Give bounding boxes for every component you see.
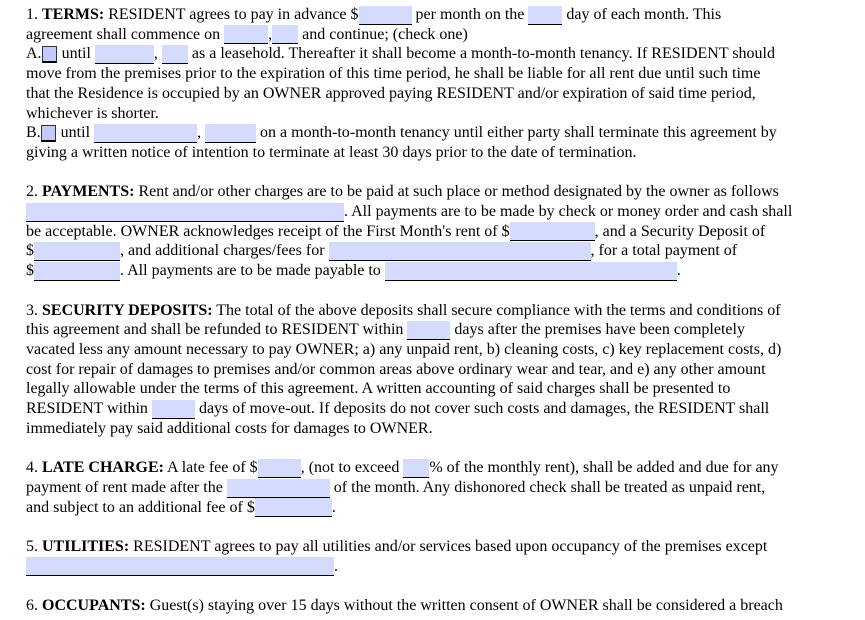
late-line-1 xyxy=(26,458,779,478)
utilities-except-field[interactable] xyxy=(26,557,334,576)
terms-line-7 xyxy=(26,123,777,143)
text: until xyxy=(56,124,95,142)
section-heading-terms: TERMS: xyxy=(42,6,105,23)
section-heading-payments: PAYMENTS: xyxy=(42,183,135,201)
security-line-6 xyxy=(26,399,769,419)
payments-line-1 xyxy=(26,182,779,202)
text: days of move-out. If deposits do not cover such costs and damages, the RESIDENT shall xyxy=(194,400,770,417)
terms-line-8: giving a written notice of intention to terminate at least 30 days prior to the date of termination. xyxy=(26,143,637,161)
option-b-checkbox[interactable] xyxy=(41,125,56,142)
section-heading-security-deposits: SECURITY DEPOSITS: xyxy=(42,301,213,319)
text: per month on the xyxy=(411,6,529,23)
utilities-line-1 xyxy=(26,537,767,557)
text: , for a total payment of xyxy=(590,242,738,260)
accounting-days-field[interactable] xyxy=(152,400,195,419)
section-heading-occupants: OCCUPANTS: xyxy=(42,597,146,615)
security-line-1 xyxy=(26,301,781,321)
text: , and a Security Deposit of xyxy=(594,222,766,240)
dishonored-fee-field[interactable] xyxy=(255,498,332,517)
text: day of each month. This xyxy=(562,6,722,23)
text: . xyxy=(331,498,336,516)
terms-line-5: that the Residence is occupied by an OWNER approved paying RESIDENT and/or expiration of said time period, xyxy=(26,84,756,102)
payments-line-3 xyxy=(26,222,765,242)
mtm-until-date-field[interactable] xyxy=(94,124,197,143)
section-heading-late-charge: LATE CHARGE: xyxy=(42,459,164,477)
section-number: 6. xyxy=(26,597,38,615)
first-month-rent-field[interactable] xyxy=(510,222,595,241)
option-b-label: B. xyxy=(26,124,41,142)
terms-line-2 xyxy=(26,25,468,45)
text: days after the premises have been completely xyxy=(450,321,745,339)
terms-line-1 xyxy=(26,5,721,25)
terms-line-3 xyxy=(26,44,775,64)
text: % of the monthly rent), shall be added and due for any xyxy=(429,459,779,477)
text: , xyxy=(153,45,158,63)
text: $ xyxy=(26,242,34,260)
late-line-2 xyxy=(26,478,765,498)
late-fee-field[interactable] xyxy=(258,459,301,478)
text: of the month. Any dishonored check shall be treated as unpaid rent, xyxy=(329,478,766,496)
section-heading-utilities: UTILITIES: xyxy=(42,538,130,555)
section-number: 2. xyxy=(26,183,38,201)
option-a-checkbox[interactable] xyxy=(42,46,57,63)
text: . xyxy=(334,557,338,575)
lease-until-date-field[interactable] xyxy=(95,45,154,64)
text: The total of the above deposits shall secure compliance with the terms and conditions of xyxy=(212,301,781,319)
occupants-line-1 xyxy=(26,596,783,616)
section-number: 1. xyxy=(26,6,38,23)
text: . All payments are to be made payable to xyxy=(120,262,385,280)
text: , (not to exceed xyxy=(300,459,404,477)
late-line-3 xyxy=(26,498,336,518)
total-payment-field[interactable] xyxy=(34,262,120,281)
text: $ xyxy=(26,262,34,280)
text: on a month-to-month tenancy until either party shall terminate this agreement by xyxy=(256,124,777,142)
rent-day-field[interactable] xyxy=(528,6,562,25)
payable-to-field[interactable] xyxy=(385,262,677,281)
late-after-field[interactable] xyxy=(227,479,330,498)
late-fee-max-pct-field[interactable] xyxy=(403,459,429,478)
utilities-line-2 xyxy=(26,557,338,577)
security-line-2 xyxy=(26,320,745,340)
text: until xyxy=(57,45,95,63)
payments-line-5 xyxy=(26,261,681,281)
text: , xyxy=(197,124,202,142)
security-line-7: immediately pay said additional costs for damages to OWNER. xyxy=(26,419,433,437)
commence-year-field[interactable] xyxy=(272,25,298,44)
security-line-4: cost for repair of damages to premises and/or common areas above ordinary wear and tear, and e) any other amount xyxy=(26,360,766,378)
text: A late fee of $ xyxy=(163,459,258,477)
security-line-5: legally allowable under the terms of this agreement. A written accounting of said charges shall be presented to xyxy=(26,380,731,398)
payments-line-2 xyxy=(26,202,792,222)
rent-amount-field[interactable] xyxy=(359,6,412,25)
text: RESIDENT within xyxy=(26,400,152,417)
text: , and additional charges/fees for xyxy=(120,242,329,260)
section-number: 3. xyxy=(26,301,38,319)
text: . xyxy=(676,262,681,280)
text: be acceptable. OWNER acknowledges receipt of the First Month's rent of $ xyxy=(26,222,510,240)
section-number: 5. xyxy=(26,538,38,555)
payment-method-field[interactable] xyxy=(26,203,344,222)
terms-line-4: move from the premises prior to the expiration of this time period, he shall be liable for all rent due until such time xyxy=(26,65,761,83)
text: agreement shall commence on xyxy=(26,25,225,43)
terms-line-6: whichever is shorter. xyxy=(26,104,159,122)
text: , xyxy=(268,25,273,43)
text: RESIDENT agrees to pay in advance $ xyxy=(104,6,359,23)
text: this agreement and shall be refunded to RESIDENT within xyxy=(26,321,408,339)
refund-days-field[interactable] xyxy=(407,321,450,340)
lease-until-year-field[interactable] xyxy=(162,45,188,64)
section-number: 4. xyxy=(26,459,38,477)
text: Guest(s) staying over 15 days without the written consent of OWNER shall be considered a breach xyxy=(145,597,783,615)
text: Rent and/or other charges are to be paid at such place or method designated by the owner as follows xyxy=(134,183,779,201)
option-a-label: A. xyxy=(26,45,42,63)
security-line-3: vacated less any amount necessary to pay OWNER; a) any unpaid rent, b) cleaning costs, c) key replacement costs, d) xyxy=(26,340,782,358)
text: as a leasehold. Thereafter it shall become a month-to-month tenancy. If RESIDENT should xyxy=(187,45,775,63)
payments-line-4 xyxy=(26,241,737,261)
text: . All payments are to be made by check or money order and cash shall xyxy=(344,203,793,220)
text: RESIDENT agrees to pay all utilities and/or services based upon occupancy of the premises except xyxy=(129,538,768,555)
commence-date-field[interactable] xyxy=(224,25,268,44)
text: and continue; (check one) xyxy=(298,25,468,43)
text: and subject to an additional fee of $ xyxy=(26,498,255,516)
text: payment of rent made after the xyxy=(26,478,227,496)
security-deposit-field[interactable] xyxy=(34,242,120,261)
mtm-until-year-field[interactable] xyxy=(205,124,256,143)
additional-charges-field[interactable] xyxy=(329,242,591,261)
